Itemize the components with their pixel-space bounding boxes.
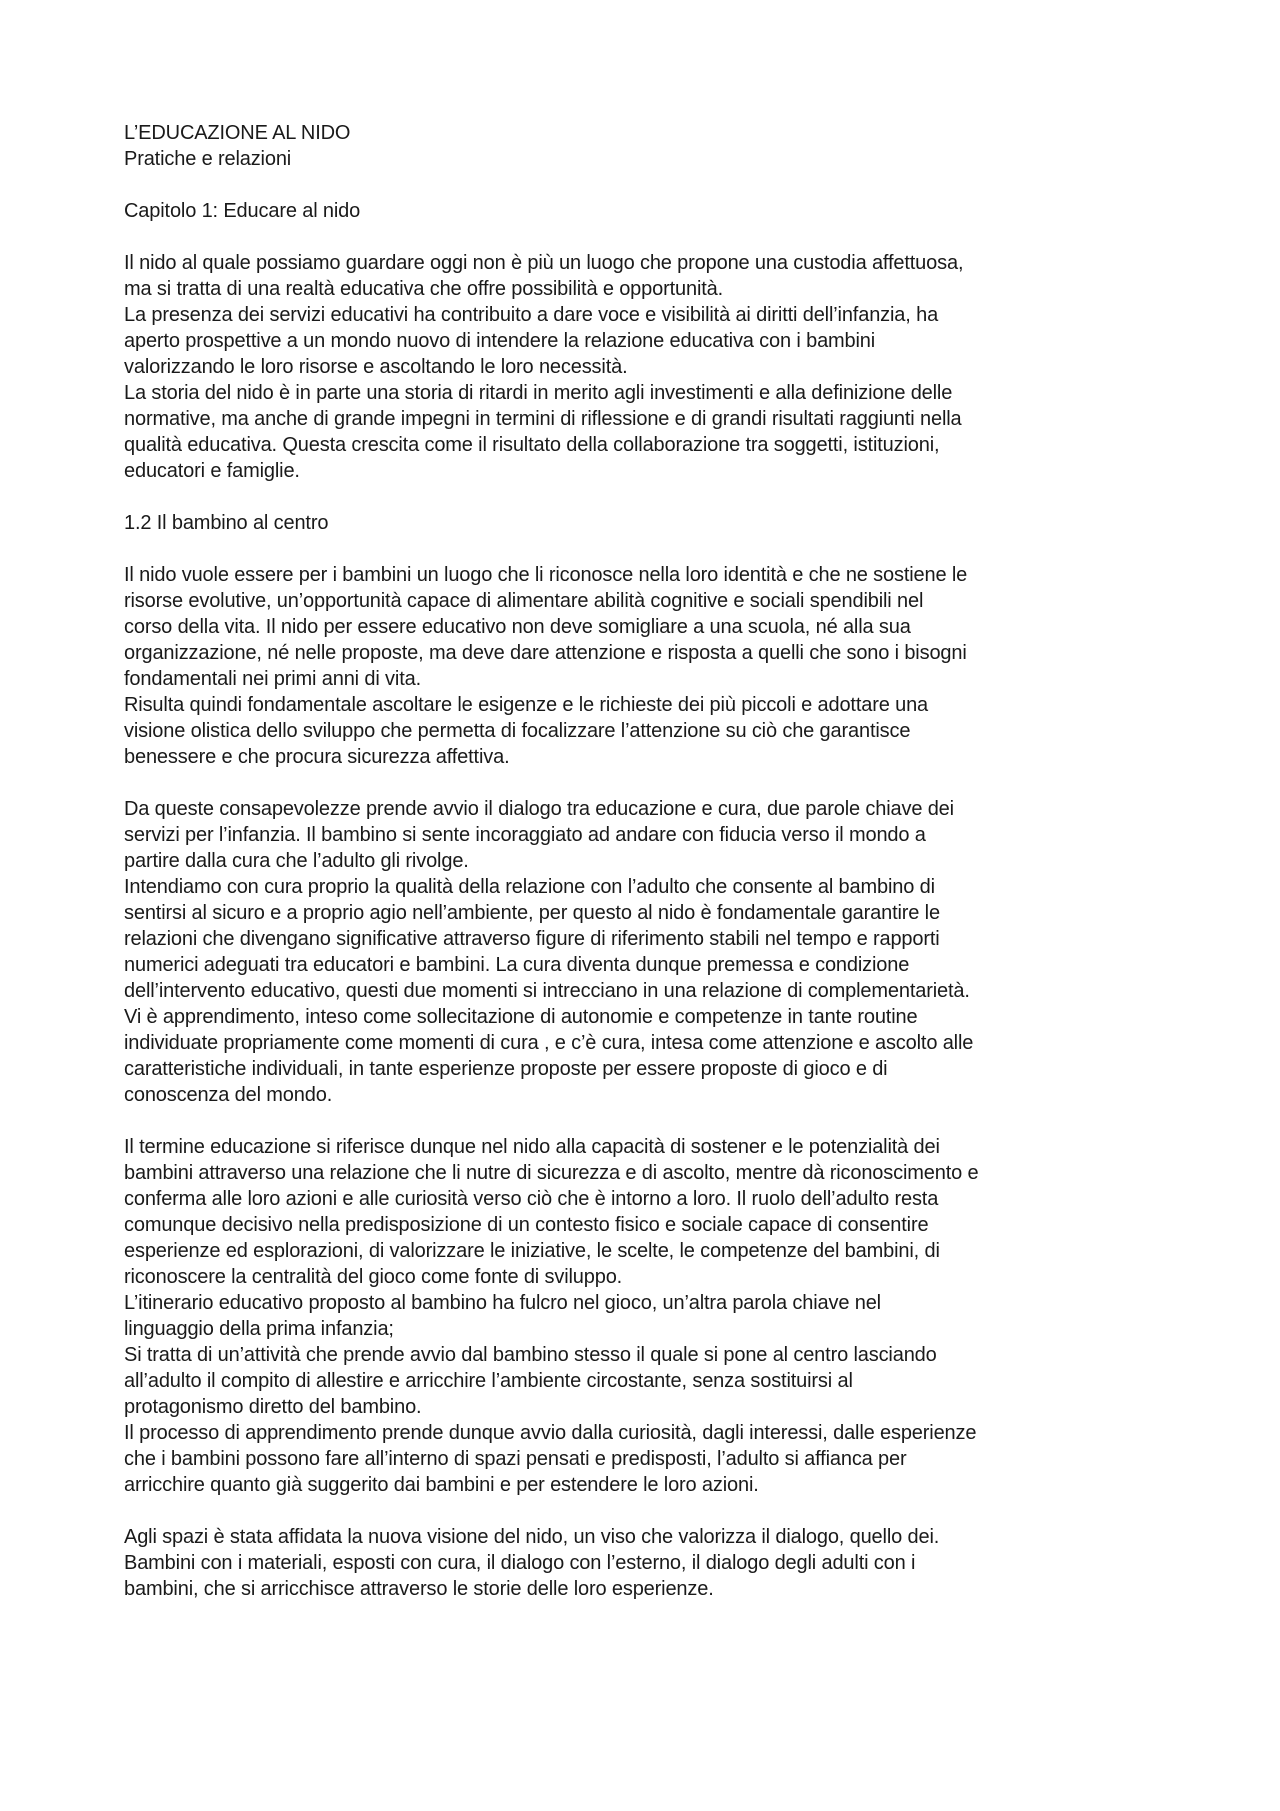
text-line: La storia del nido è in parte una storia di ritardi in merito agli investimenti e alla definizione delle [124, 382, 953, 404]
text-line: Bambini con i materiali, esposti con cura, il dialogo con l’esterno, il dialogo degli adulti con i [124, 1552, 916, 1574]
text-line: visione olistica dello sviluppo che permetta di focalizzare l’attenzione su ciò che garantisce [124, 720, 911, 742]
intro-paragraph [124, 250, 1184, 484]
spacer [124, 536, 1184, 562]
text-line: La presenza dei servizi educativi ha contribuito a dare voce e visibilità ai diritti dell’infanzia, ha [124, 304, 939, 326]
text-line: organizzazione, né nelle proposte, ma deve dare attenzione e risposta a quelli che sono i bisogni [124, 642, 967, 664]
text-line: qualità educativa. Questa crescita come il risultato della collaborazione tra soggetti, istituzioni, [124, 434, 940, 456]
text-line: Vi è apprendimento, inteso come sollecitazione di autonomie e competenze in tante routine [124, 1006, 918, 1028]
text-line: comunque decisivo nella predisposizione di un contesto fisico e sociale capace di consentire [124, 1214, 929, 1236]
text-line: valorizzando le loro risorse e ascoltando le loro necessità. [124, 356, 628, 378]
document-title: L’EDUCAZIONE AL NIDO [124, 122, 351, 144]
chapter-heading: Capitolo 1: Educare al nido [124, 200, 361, 222]
text-line: Si tratta di un’attività che prende avvio dal bambino stesso il quale si pone al centro lasciando [124, 1344, 937, 1366]
spacer [124, 770, 1184, 796]
text-line: arricchire quanto già suggerito dai bambini e per estendere le loro azioni. [124, 1474, 759, 1496]
text-line: Il nido al quale possiamo guardare oggi non è più un luogo che propone una custodia affettuosa, [124, 252, 964, 274]
text-line: numerici adeguati tra educatori e bambini. La cura diventa dunque premessa e condizione [124, 954, 910, 976]
text-line: normative, ma anche di grande impegni in termini di riflessione e di grandi risultati raggiunti nella [124, 408, 962, 430]
text-line: bambini, che si arricchisce attraverso le storie delle loro esperienze. [124, 1578, 714, 1600]
paragraph-1 [124, 562, 1184, 770]
text-line: Il processo di apprendimento prende dunque avvio dalla curiosità, dagli interessi, dalle esperienze [124, 1422, 977, 1444]
text-line: L’itinerario educativo proposto al bambino ha fulcro nel gioco, un’altra parola chiave nel [124, 1292, 881, 1314]
text-line: Il termine educazione si riferisce dunque nel nido alla capacità di sostener e le potenzialità dei [124, 1136, 940, 1158]
text-line: Agli spazi è stata affidata la nuova visione del nido, un viso che valorizza il dialogo, quello dei. [124, 1526, 940, 1548]
text-line: aperto prospettive a un mondo nuovo di intendere la relazione educativa con i bambini [124, 330, 876, 352]
text-line: benessere e che procura sicurezza affettiva. [124, 746, 510, 768]
paragraph-4 [124, 1524, 1184, 1602]
spacer [124, 484, 1184, 510]
document-page [124, 120, 1184, 1602]
spacer [124, 1498, 1184, 1524]
text-line: corso della vita. Il nido per essere educativo non deve somigliare a una scuola, né alla sua [124, 616, 911, 638]
document-subtitle: Pratiche e relazioni [124, 148, 292, 170]
text-line: sentirsi al sicuro e a proprio agio nell’ambiente, per questo al nido è fondamentale garantire le [124, 902, 940, 924]
section-heading: 1.2 Il bambino al centro [124, 512, 329, 534]
text-line: che i bambini possono fare all’interno di spazi pensati e predisposti, l’adulto si affianca per [124, 1448, 907, 1470]
text-line: conferma alle loro azioni e alle curiosità verso ciò che è intorno a loro. Il ruolo dell’adulto resta [124, 1188, 939, 1210]
text-line: all’adulto il compito di allestire e arricchire l’ambiente circostante, senza sostituirsi al [124, 1370, 853, 1392]
text-line: protagonismo diretto del bambino. [124, 1396, 422, 1418]
text-line: Il nido vuole essere per i bambini un luogo che li riconosce nella loro identità e che ne sostiene le [124, 564, 968, 586]
text-line: partire dalla cura che l’adulto gli rivolge. [124, 850, 469, 872]
text-line: esperienze ed esplorazioni, di valorizzare le iniziative, le scelte, le competenze del bambini, di [124, 1240, 940, 1262]
text-line: dell’intervento educativo, questi due momenti si intrecciano in una relazione di complementarietà. [124, 980, 970, 1002]
text-line: Risulta quindi fondamentale ascoltare le esigenze e le richieste dei più piccoli e adottare una [124, 694, 929, 716]
text-line: riconoscere la centralità del gioco come fonte di sviluppo. [124, 1266, 623, 1288]
spacer [124, 224, 1184, 250]
text-line: educatori e famiglie. [124, 460, 300, 482]
text-line: fondamentali nei primi anni di vita. [124, 668, 421, 690]
text-line: bambini attraverso una relazione che li nutre di sicurezza e di ascolto, mentre dà riconoscimento e [124, 1162, 979, 1184]
text-line: servizi per l’infanzia. Il bambino si sente incoraggiato ad andare con fiducia verso il mondo a [124, 824, 926, 846]
paragraph-2 [124, 796, 1184, 1108]
text-line: linguaggio della prima infanzia; [124, 1318, 394, 1340]
spacer [124, 172, 1184, 198]
text-line: conoscenza del mondo. [124, 1084, 333, 1106]
text-line: Intendiamo con cura proprio la qualità della relazione con l’adulto che consente al bambino di [124, 876, 935, 898]
text-line: ma si tratta di una realtà educativa che offre possibilità e opportunità. [124, 278, 724, 300]
text-line: risorse evolutive, un’opportunità capace di alimentare abilità cognitive e sociali spendibili nel [124, 590, 924, 612]
text-line: individuate propriamente come momenti di cura , e c’è cura, intesa come attenzione e ascolto alle [124, 1032, 974, 1054]
spacer [124, 1108, 1184, 1134]
text-line: caratteristiche individuali, in tante esperienze proposte per essere proposte di gioco e di [124, 1058, 888, 1080]
paragraph-3 [124, 1134, 1184, 1498]
text-line: Da queste consapevolezze prende avvio il dialogo tra educazione e cura, due parole chiave dei [124, 798, 954, 820]
text-line: relazioni che divengano significative attraverso figure di riferimento stabili nel tempo e rapporti [124, 928, 940, 950]
